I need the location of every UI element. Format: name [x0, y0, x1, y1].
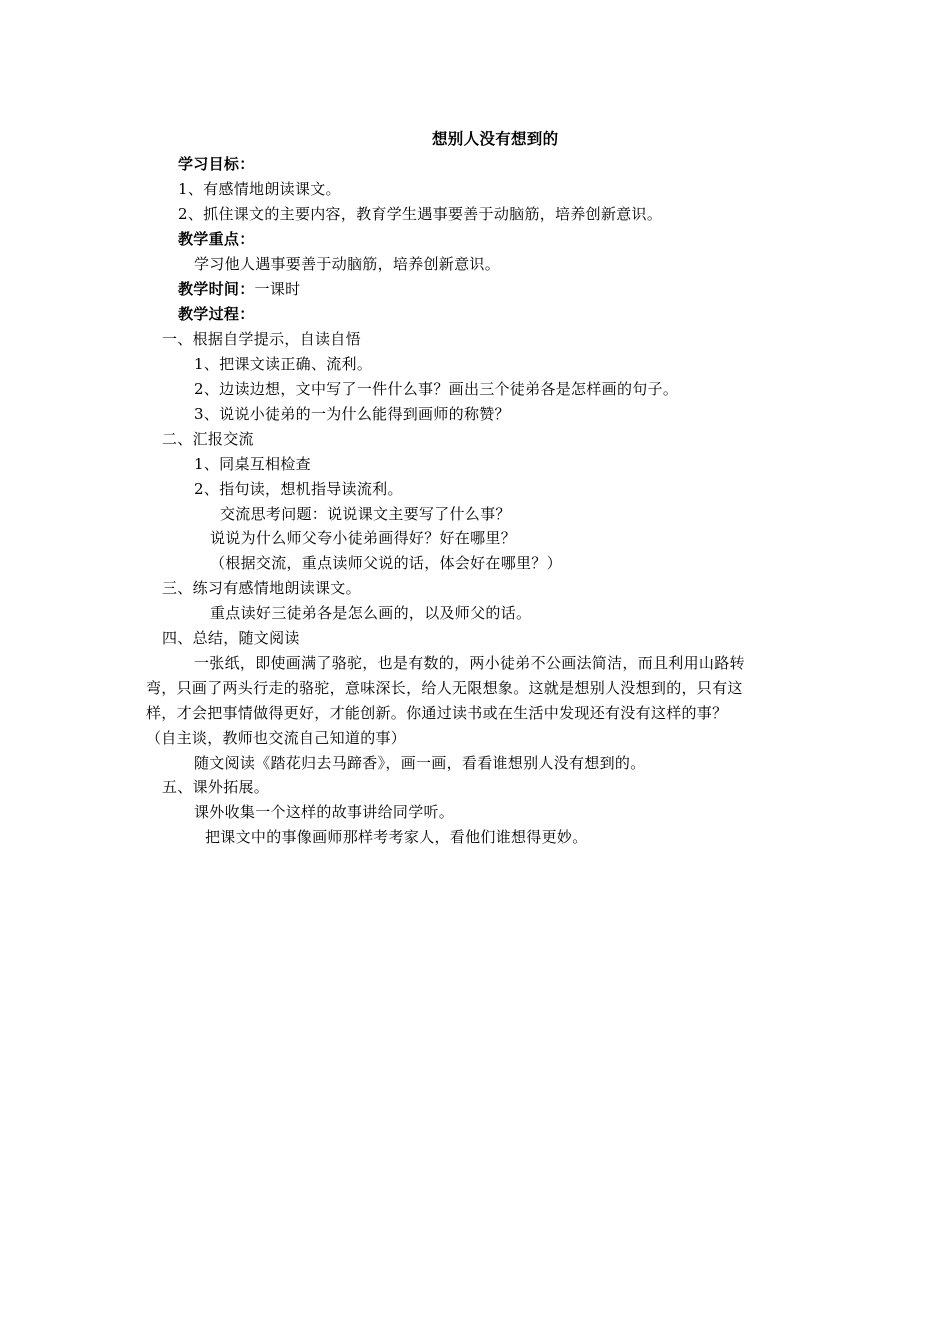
section-4-heading: 四、总结，随文阅读 [162, 629, 300, 647]
section-2-heading: 二、汇报交流 [162, 430, 254, 448]
section-2-question-1: 交流思考问题：说说课文主要写了什么事？ [220, 505, 511, 523]
time-value: 一课时 [254, 280, 301, 298]
focus-label: 教学重点： [178, 230, 255, 248]
goals-label: 学习目标： [178, 155, 255, 173]
section-2-item-1: 1、同桌互相检查 [194, 455, 311, 473]
section-1-item-2: 2、边读边想，文中写了一件什么事？画出三个徒弟各是怎样画的句子。 [194, 380, 679, 398]
section-4-paragraph-line-4: （自主谈，教师也交流自己知道的事） [146, 729, 407, 747]
section-3-heading: 三、练习有感情地朗读课文。 [162, 579, 361, 597]
goal-item-1: 1、有感情地朗读课文。 [178, 180, 341, 198]
section-1-item-1: 1、把课文读正确、流利。 [194, 355, 373, 373]
section-4-paragraph-line-1: 一张纸，即使画满了骆驼，也是有数的，两小徒弟不公画法简洁，而且利用山路转 [194, 654, 745, 672]
section-2-question-2: 说说为什么师父夸小徒弟画得好？好在哪里？ [210, 529, 517, 547]
document-title: 想别人没有想到的 [432, 130, 559, 148]
section-2-question-3: （根据交流，重点读师父说的话，体会好在哪里？） [210, 554, 562, 572]
process-label: 教学过程： [178, 305, 255, 323]
focus-text: 学习他人遇事要善于动脑筋，培养创新意识。 [194, 255, 501, 273]
section-4-reading: 随文阅读《踏花归去马蹄香》，画一画，看看谁想别人没有想到的。 [194, 754, 646, 772]
section-5-item-1: 课外收集一个这样的故事讲给同学听。 [194, 803, 455, 821]
time-label: 教学时间： [178, 280, 255, 298]
time-row [178, 279, 300, 299]
section-1-item-3: 3、说说小徒弟的一为什么能得到画师的称赞？ [194, 405, 510, 423]
section-2-item-2: 2、指句读，想机指导读流利。 [194, 480, 403, 498]
section-5-item-2: 把课文中的事像画师那样考考家人，看他们谁想得更妙。 [205, 828, 588, 846]
section-4-paragraph-line-2: 弯，只画了两头行走的骆驼，意味深长，给人无限想象。这就是想别人没想到的，只有这 [146, 679, 743, 697]
section-1-heading: 一、根据自学提示，自读自悟 [162, 330, 361, 348]
section-5-heading: 五、课外拓展。 [162, 778, 270, 796]
section-4-paragraph-line-3: 样，才会把事情做得更好，才能创新。你通过读书或在生活中发现还有没有这样的事？ [146, 704, 728, 722]
section-3-text: 重点读好三徒弟各是怎么画的，以及师父的话。 [210, 604, 532, 622]
goal-item-2: 2、抓住课文的主要内容，教育学生遇事要善于动脑筋，培养创新意识。 [178, 205, 663, 223]
